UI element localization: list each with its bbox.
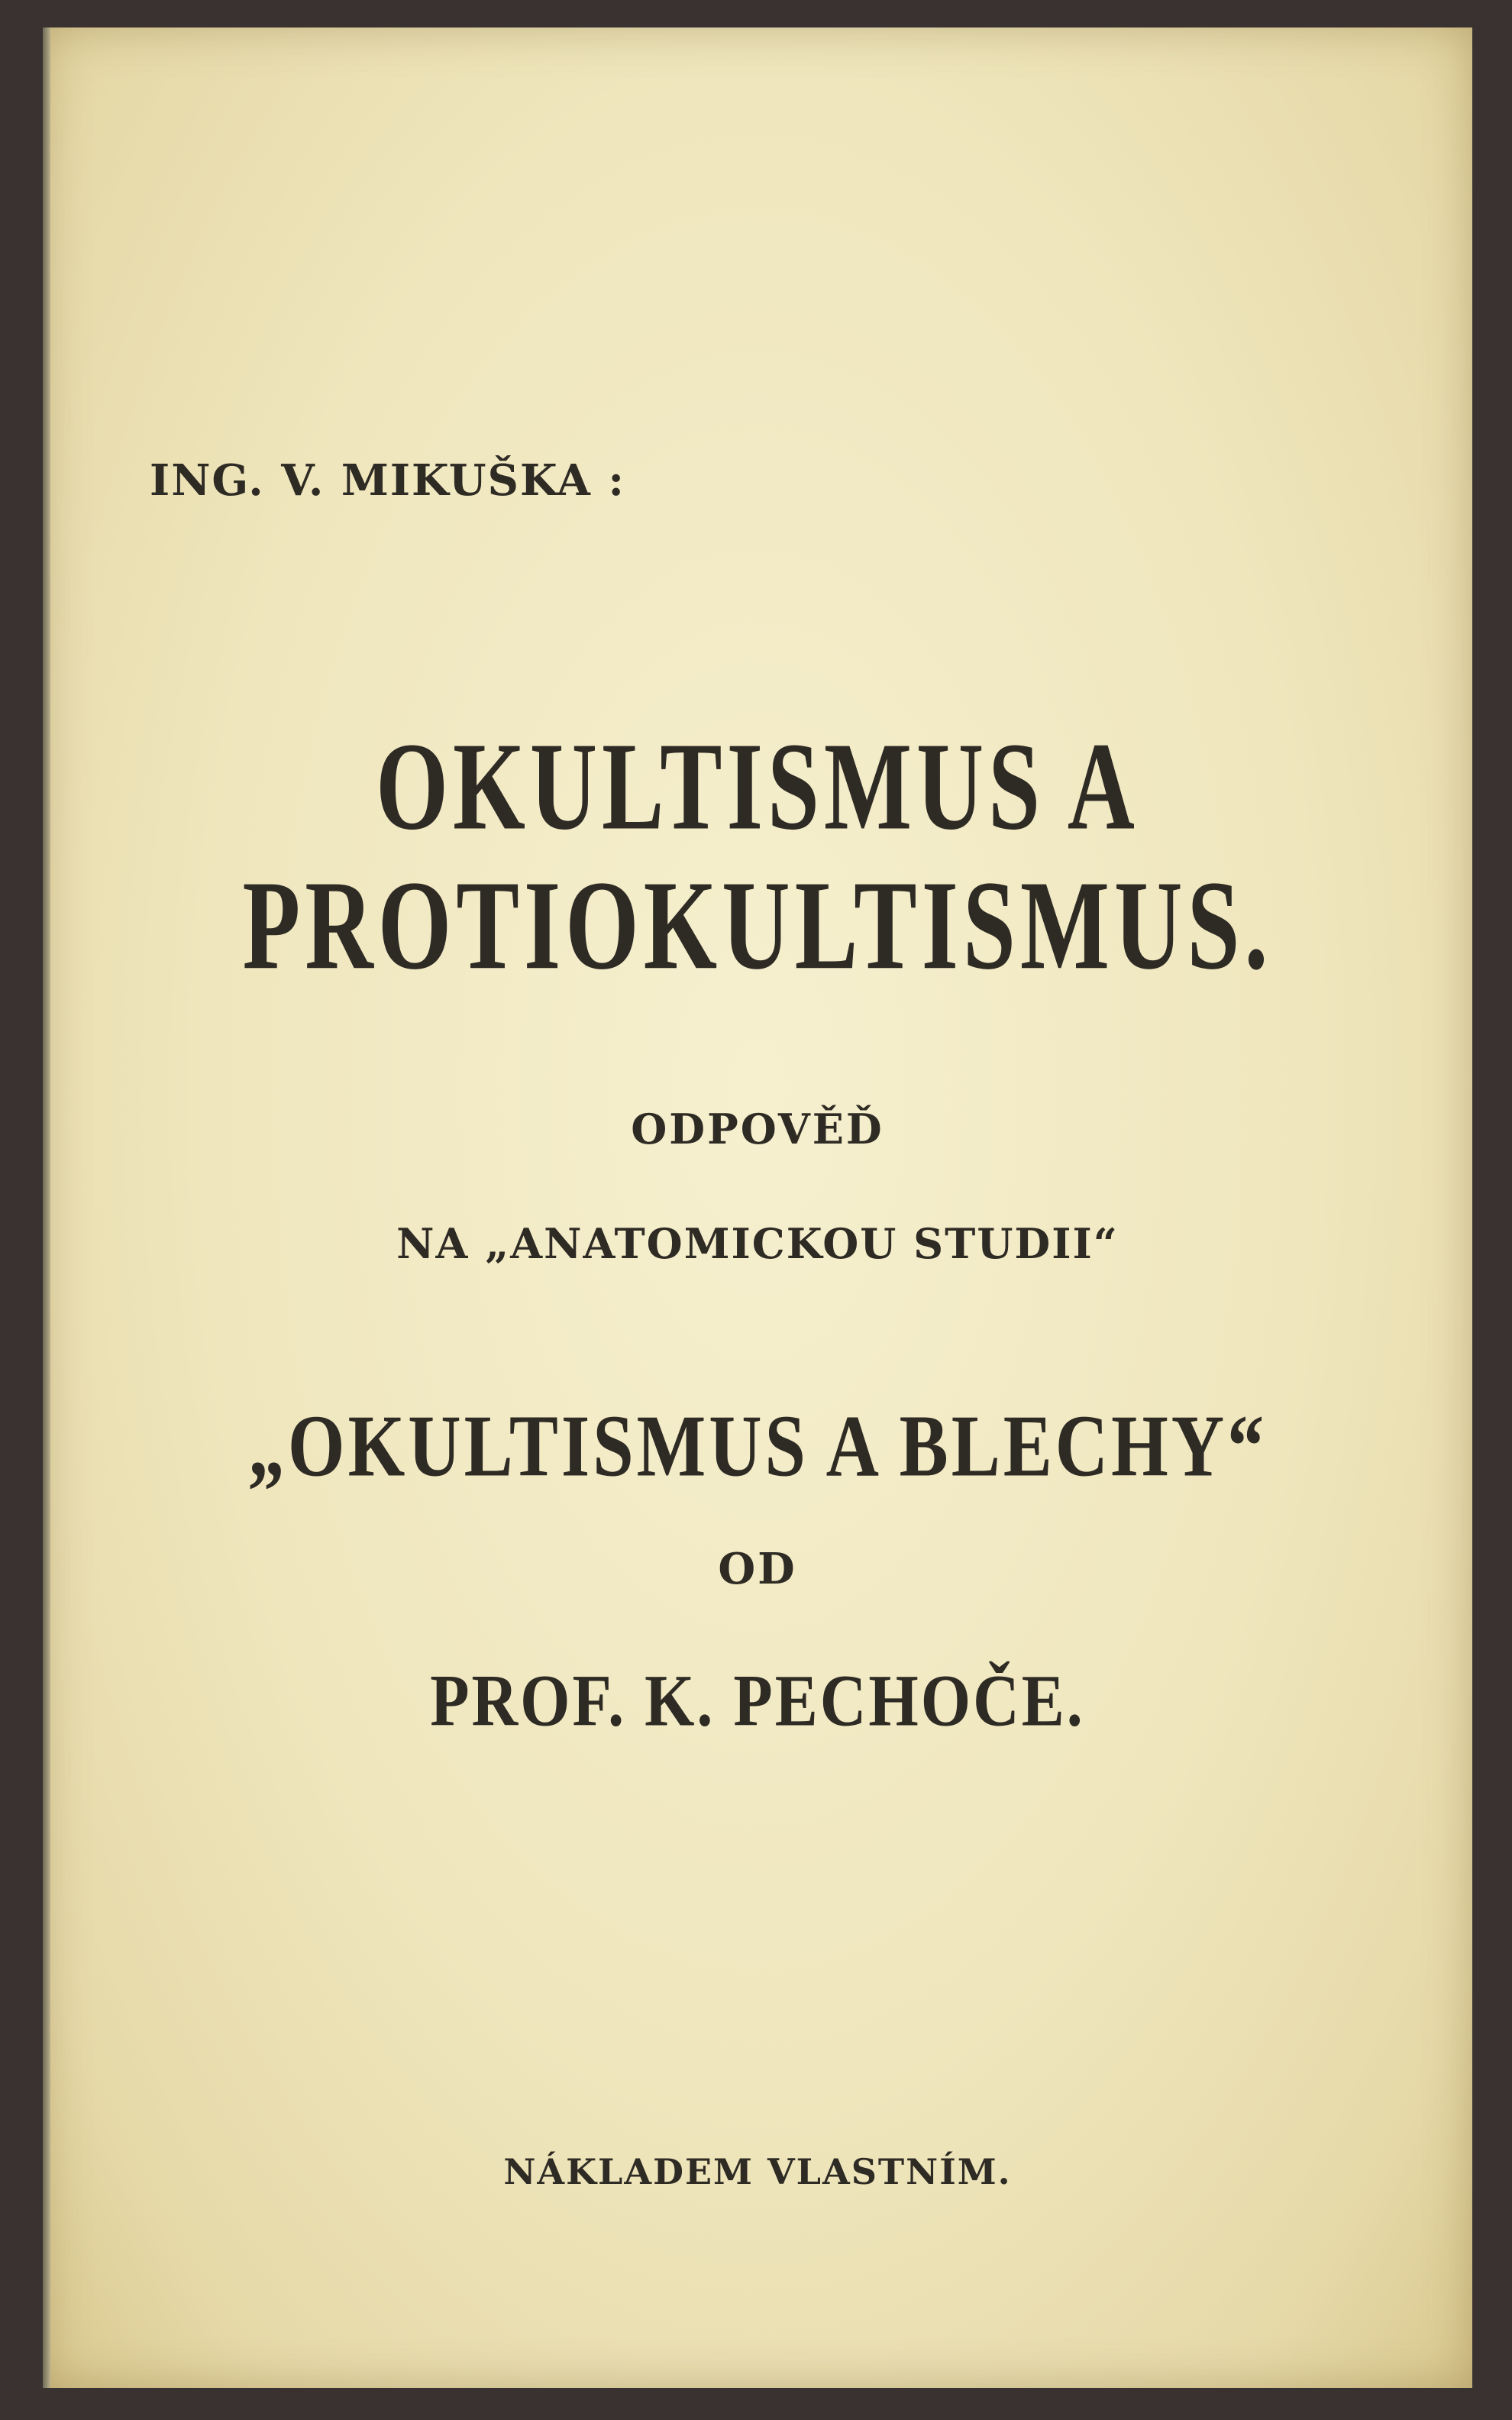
title-line-1: OKULTISMUS A (376, 717, 1139, 856)
quoted-title: „OKULTISMUS A BLECHY“ (247, 1396, 1268, 1495)
book-cover (43, 28, 1472, 2388)
subtitle-na: NA „ANATOMICKOU STUDII“ (396, 1219, 1119, 1268)
title-line-2: PROTIOKULTISMUS. (242, 854, 1273, 996)
author-name: ING. V. MIKUŠKA : (150, 455, 626, 506)
publisher-line: NÁKLADEM VLASTNÍM. (503, 2151, 1012, 2192)
spine-edge (43, 28, 50, 2388)
subtitle-od: OD (718, 1544, 797, 1594)
opponent-name: PROF. K. PECHOČE. (430, 1660, 1085, 1742)
subtitle-odpoved: ODPOVĚĎ (631, 1105, 884, 1153)
